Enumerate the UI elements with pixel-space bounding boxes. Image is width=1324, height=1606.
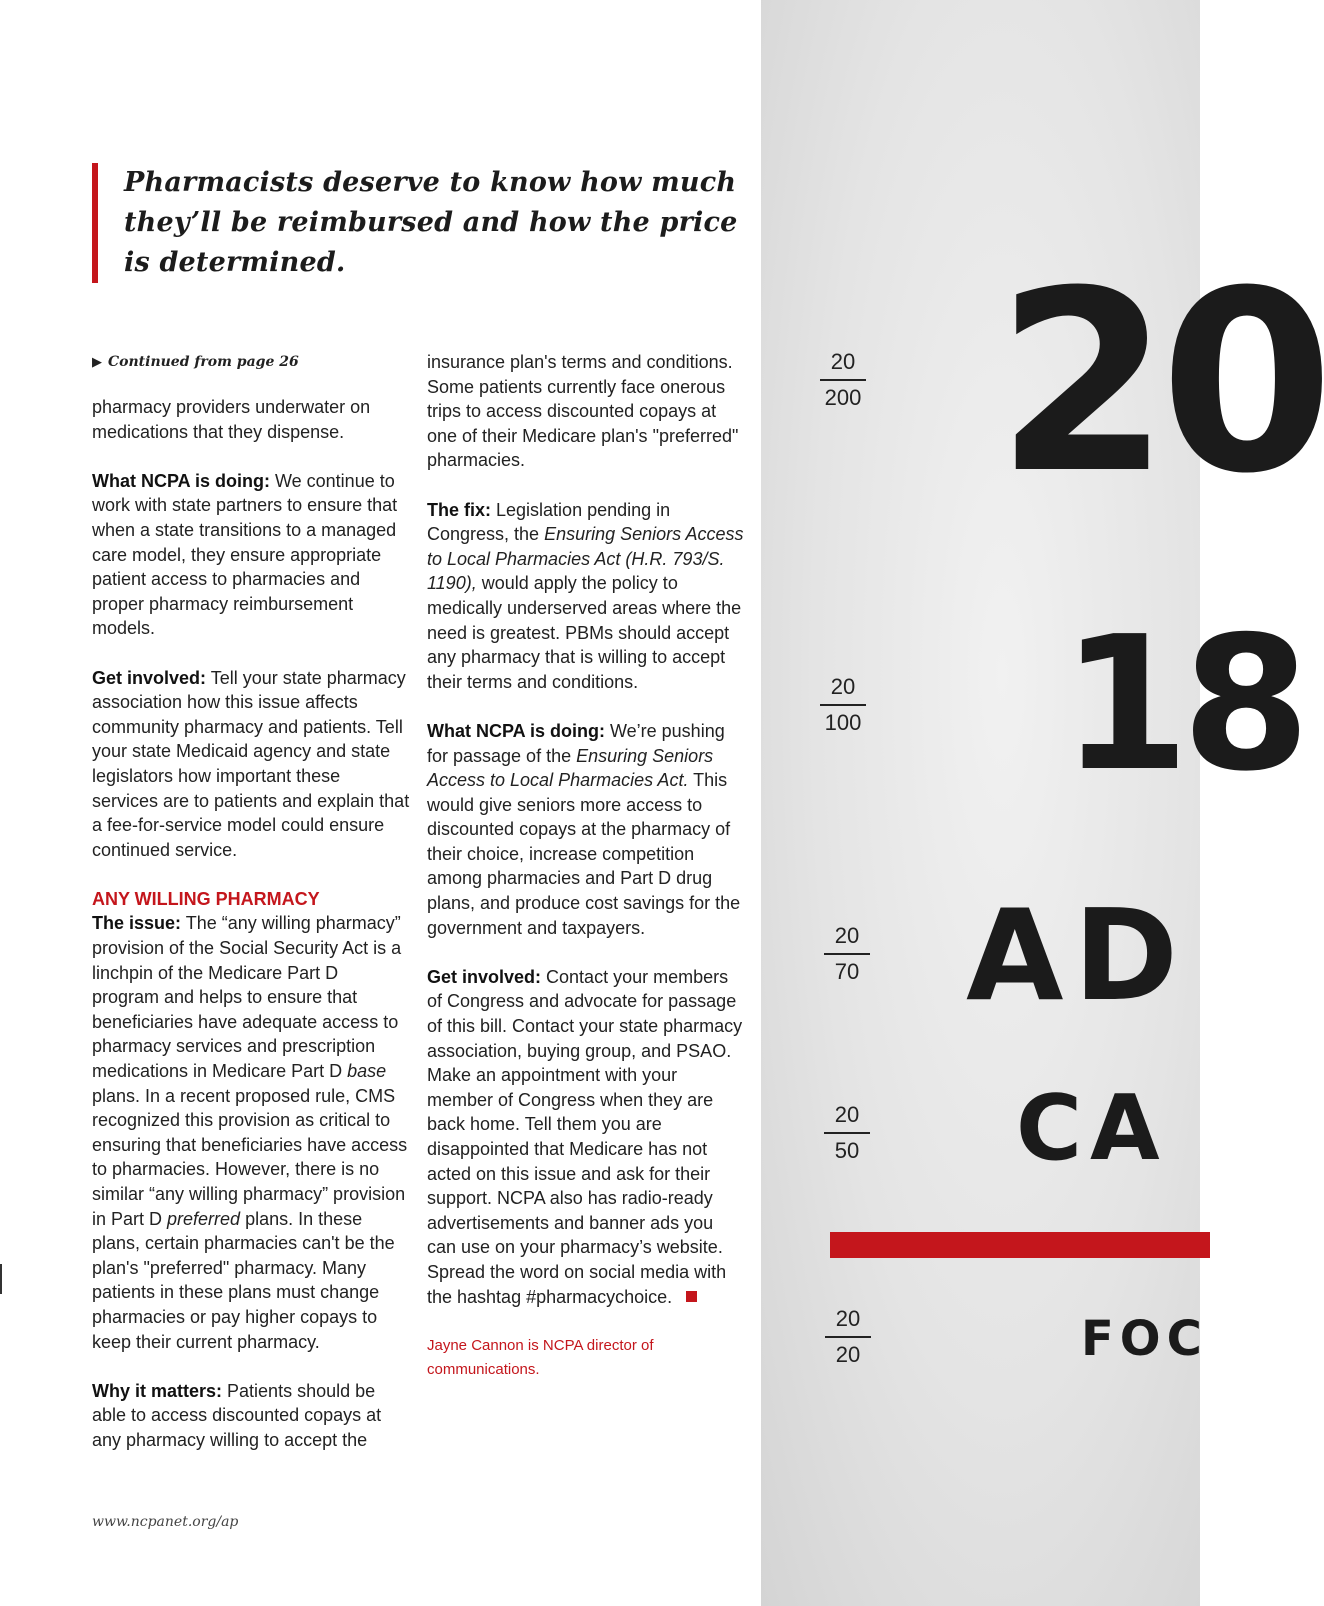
acuity-label [808,673,878,737]
paragraph-text: We continue to work with state partners to ensure that when a state transitions to a managed care model, they ensure appropriate patient access to pharmacies and proper pharmacy reimbursement models. [92,470,398,639]
triangle-right-icon: ▶ [92,355,102,370]
eye-chart-line-5: FOC [1081,1311,1208,1367]
eye-chart-line-1: 20 [996,237,1324,528]
fraction-bar [824,1132,870,1134]
eye-chart-line-2: 18 [1061,596,1303,812]
paragraph-text: The “any willing pharmacy” provision of the Social Security Act is a linchpin of the Medicare Part D program and helps to ensure that beneficiaries have adequate access to pharmacy services and prescription medications in Medicare Part D [92,913,402,1082]
paragraph-text: insurance plan's terms and conditions. Some patients currently face onerous trips to access discounted copays at one of their Medicare plan's "preferred" pharmacies. [427,352,739,471]
continued-label: Continued from page 26 [108,354,299,370]
continued-from [92,350,410,375]
eye-chart-line-3: AD [966,882,1189,1029]
emphasis: preferred [167,1208,241,1229]
acuity-denominator: 100 [824,710,862,735]
acuity-denominator: 200 [824,385,862,410]
end-mark-icon [686,1291,697,1302]
acuity-denominator: 20 [835,1342,861,1367]
acuity-denominator: 70 [834,959,860,984]
fraction-bar [820,704,866,706]
paragraph-text: Contact your members of Congress and advocate for passage of this bill. Contact your state pharmacy association, buying group, and PSAO. Make an appointment with your member of Congress when they are back home. Tell them you are disappointed that Medicare has not acted on this issue and ask for their support. NCPA also has radio-ready advertisements and banner ads you can use on your pharmacy’s website. Spread the word on social media with the hashtag #pharmacychoice. [427,966,743,1307]
paragraph-label: Get involved: [427,966,542,987]
paragraph-text: pharmacy providers underwater on medications that they dispense. [92,397,371,442]
emphasis: base [347,1061,387,1082]
paragraph-text: We’re pushing for passage of the [427,720,725,766]
acuity-numerator: 20 [835,1306,861,1331]
section-heading: ANY WILLING PHARMACY [92,888,320,909]
acuity-label [808,348,878,412]
paragraph-text: plans. In a recent proposed rule, CMS recognized this provision as critical to ensuring that beneficiaries have access to pharmacies. However, there is no similar “any willing pharmacy” provision in Part D [92,1085,408,1229]
paragraph-text: Legislation pending in Congress, the [427,499,671,545]
eye-chart-poster [761,0,1324,1606]
fraction-bar [825,1336,871,1338]
acuity-label [812,1101,882,1165]
paragraph [92,395,410,444]
paragraph [92,1379,410,1453]
paragraph-text: This would give seniors more access to discounted copays at the pharmacy of their choice, increase competition among pharmacies and Part D drug plans, and produce cost savings for the government and taxpayers. [427,770,741,938]
author-byline: Jayne Cannon is NCPA director of communications. [427,1336,654,1378]
article-column-left [92,350,410,1477]
eye-chart-line-4: CA [1016,1076,1168,1181]
acuity-numerator: 20 [834,1102,860,1127]
acuity-numerator: 20 [830,674,856,699]
red-rule [830,1232,1210,1258]
paragraph-label: What NCPA is doing: [427,720,605,741]
paragraph [427,965,747,1309]
article-column-right [427,350,747,1382]
pull-quote-text: Pharmacists deserve to know how much they’ll be reimbursed and how the price is determined. [124,167,738,278]
paragraph [427,498,747,695]
paragraph [427,719,747,940]
paragraph-text: would apply the policy to medically underserved areas where the need is greatest. PBMs should accept any pharmacy that is willing to accept their terms and conditions. [427,573,742,692]
acuity-label [812,922,882,986]
acuity-numerator: 20 [830,349,856,374]
paragraph [92,666,410,863]
paragraph-label: The issue: [92,913,182,934]
paragraph [92,469,410,641]
page-edge-mark [0,1264,2,1294]
footer-url: www.ncpanet.org/ap [92,1514,239,1530]
emphasis: Ensuring Seniors Access to Local Pharmacies Act. [427,745,714,791]
fraction-bar [820,379,866,381]
acuity-label [813,1305,883,1369]
paragraph-label: The fix: [427,499,492,520]
paragraph-text: Tell your state pharmacy association how this issue affects community pharmacy and patients. Tell your state Medicaid agency and state legislators how important these services are to patients and explain that a fee-for-service model could ensure continued service. [92,667,410,860]
paragraph-text: Patients should be able to access discounted copays at any pharmacy willing to accept the [92,1380,382,1450]
paragraph-label: Get involved: [92,667,207,688]
paragraph-label: Why it matters: [92,1380,223,1401]
paragraph [92,911,410,1354]
acuity-denominator: 50 [834,1138,860,1163]
paragraph-label: What NCPA is doing: [92,470,270,491]
fraction-bar [824,953,870,955]
emphasis: Ensuring Seniors Access to Local Pharmacies Act (H.R. 793/S. 1190), [427,524,744,594]
acuity-numerator: 20 [834,923,860,948]
paragraph-text: plans. In these plans, certain pharmacies can't be the plan's "preferred" pharmacy. Many patients in these plans must change pharmacies or pay higher copays to keep their current pharmacy. [92,1208,395,1352]
pull-quote [92,163,764,283]
paragraph [427,350,747,473]
